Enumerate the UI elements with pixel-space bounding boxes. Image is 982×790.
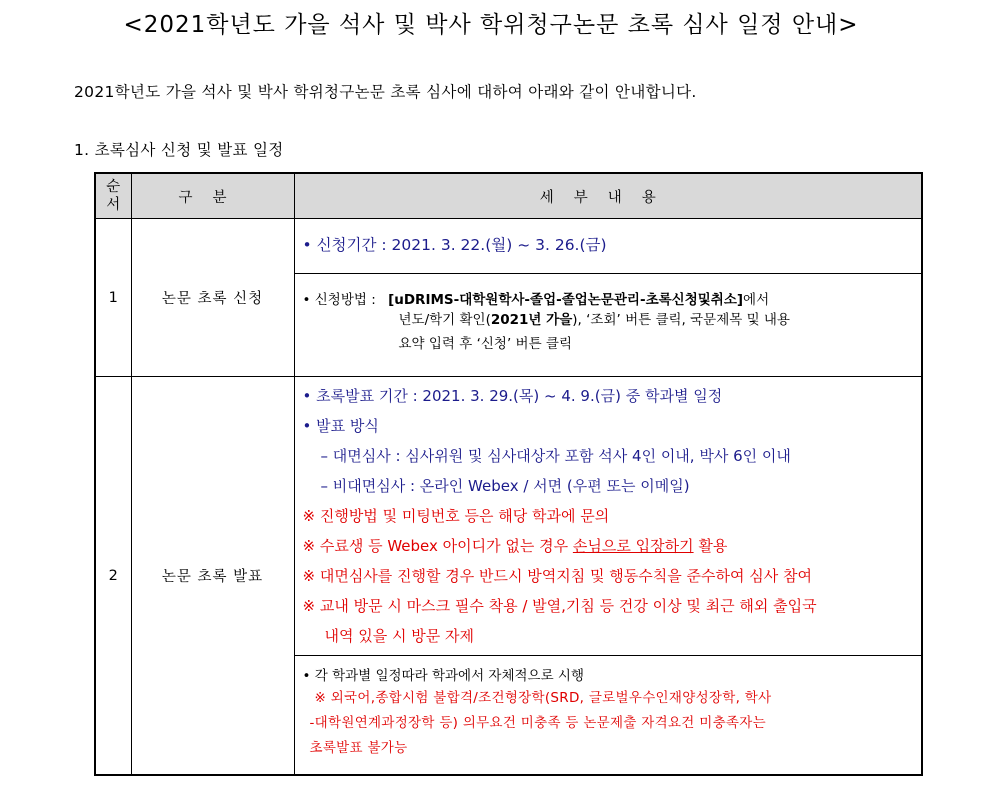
presentation-info-cell <box>294 377 922 656</box>
remote-review: – 비대면심사 : 온라인 Webex / 서면 (우편 또는 이메일) <box>320 477 690 495</box>
eligibility-note-2: -대학원연계과정장학 등) 의무요건 미충족 등 논문제출 자격요건 미충족자는 <box>309 715 766 731</box>
schedule-table <box>94 172 923 776</box>
method-line2-bold: 2021년 가을 <box>490 312 573 328</box>
notice-visit-2: 내역 있을 시 방문 자제 <box>324 627 474 645</box>
eligibility-note-1: ※ 외국어,종합시험 불합격/조건형장학(SRD, 글로벌우수인재양성장학, 학사 <box>314 690 772 706</box>
header-order-char: 서 <box>106 197 121 213</box>
row-number: 1 <box>95 219 131 377</box>
page-title: <2021학년도 가을 석사 및 박사 학위청구논문 초록 심사 일정 안내> <box>123 12 859 38</box>
method-line2-a: 년도/학기 확인( <box>398 312 491 328</box>
dept-schedule-note: • 각 학과별 일정따라 학과에서 자체적으로 시행 <box>302 668 584 684</box>
presentation-notes-cell <box>294 656 922 776</box>
method-line3: 요약 입력 후 ‘신청’ 버튼 클릭 <box>398 336 572 352</box>
row-number: 2 <box>95 377 131 776</box>
table-row <box>95 377 922 656</box>
table-header-row <box>95 173 922 219</box>
application-period: • 신청기간 : 2021. 3. 22.(월) ~ 3. 26.(금) <box>302 236 607 254</box>
notice-quarantine: ※ 대면심사를 진행할 경우 반드시 방역지침 및 행동수칙을 준수하여 심사 참여 <box>302 567 812 585</box>
method-label: • 신청방법 : <box>302 292 376 308</box>
application-method-cell <box>294 274 922 377</box>
presentation-period: • 초록발표 기간 : 2021. 3. 29.(목) ~ 4. 9.(금) 중 학과별 일정 <box>302 387 723 405</box>
header-details: 세부내용 <box>294 173 922 219</box>
application-period-cell <box>294 219 922 274</box>
notice-guest: ※ 수료생 등 Webex 아이디가 없는 경우 손님으로 입장하기 활용 <box>302 537 728 555</box>
guest-entry-link-text: 손님으로 입장하기 <box>572 537 694 555</box>
row-category: 논문 초록 발표 <box>131 377 294 776</box>
row-category: 논문 초록 신청 <box>131 219 294 377</box>
table-row <box>95 219 922 274</box>
eligibility-note-3: 초록발표 불가능 <box>309 740 408 756</box>
method-line1-end: 에서 <box>743 292 770 308</box>
intro-text: 2021학년도 가을 석사 및 박사 학위청구논문 초록 심사에 대하여 아래와 같이 안내합니다. <box>74 83 697 101</box>
method-path: [uDRIMS-대학원학사-졸업-졸업논문관리-초록신청및취소] <box>388 292 744 308</box>
in-person-review: – 대면심사 : 심사위원 및 심사대상자 포함 석사 4인 이내, 박사 6인 이내 <box>320 447 791 465</box>
header-category: 구분 <box>131 173 294 219</box>
header-order-char: 순 <box>106 179 121 195</box>
header-order <box>95 173 131 219</box>
notice-contact: ※ 진행방법 및 미팅번호 등은 해당 학과에 문의 <box>302 507 610 525</box>
section-heading: 1. 초록심사 신청 및 발표 일정 <box>74 141 284 159</box>
presentation-method: • 발표 방식 <box>302 417 379 435</box>
method-line2-b: ), ‘조회’ 버튼 클릭, 국문제목 및 내용 <box>572 312 790 328</box>
notice-visit-1: ※ 교내 방문 시 마스크 필수 착용 / 발열,기침 등 건강 이상 및 최근 해외 출입국 <box>302 597 817 615</box>
